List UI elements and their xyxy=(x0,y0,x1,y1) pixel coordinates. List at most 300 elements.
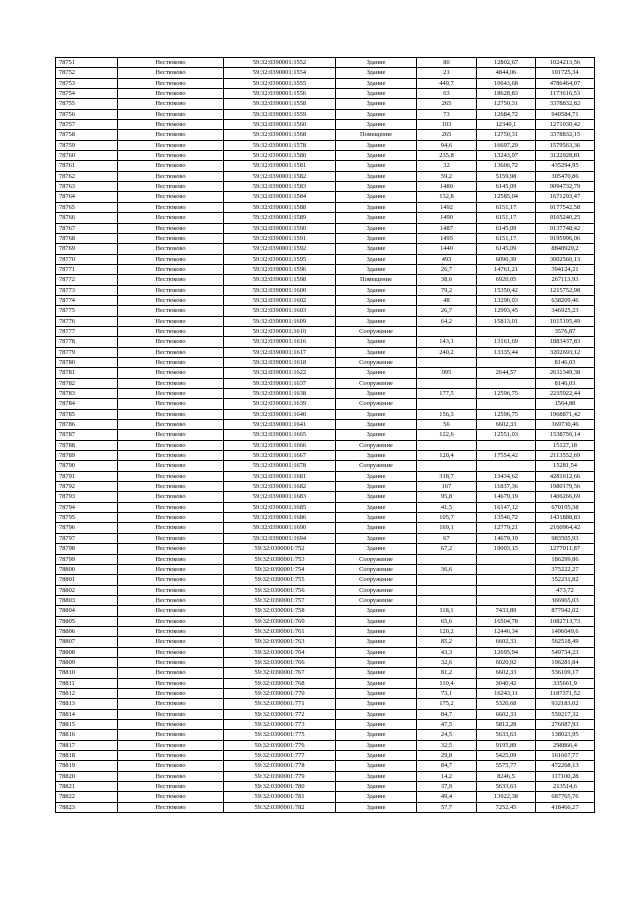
cadastral-number-cell: 59:32:0390001:780 xyxy=(224,782,336,792)
object-type-cell: Сооружение xyxy=(336,461,417,471)
cadastral-value-cell: 2235922,44 xyxy=(536,389,595,399)
row-number-cell: 78797 xyxy=(56,533,118,543)
object-type-cell: Помещение xyxy=(336,130,417,140)
area-cell: 59,2 xyxy=(417,171,477,181)
object-type-cell: Здание xyxy=(336,471,417,481)
cadastral-value-cell: 1564,88 xyxy=(536,399,595,409)
row-number-cell: 78763 xyxy=(56,182,118,192)
area-cell: 318,7 xyxy=(417,471,477,481)
area-cell: 56 xyxy=(417,420,477,430)
settlement-cell: Нестюково xyxy=(118,140,224,150)
unit-cost-cell: 6145,09 xyxy=(477,182,536,192)
row-number-cell: 78791 xyxy=(56,471,118,481)
row-number-cell: 78789 xyxy=(56,451,118,461)
area-cell: 65,6 xyxy=(417,616,477,626)
row-number-cell: 78807 xyxy=(56,637,118,647)
object-type-cell: Помещение xyxy=(336,275,417,285)
property-register-sheet xyxy=(55,57,587,813)
row-number-cell: 78800 xyxy=(56,564,118,574)
area-cell: 32,6 xyxy=(417,657,477,667)
row-number-cell: 78777 xyxy=(56,326,118,336)
cadastral-value-cell: 1173616,53 xyxy=(536,89,595,99)
object-type-cell: Здание xyxy=(336,171,417,181)
unit-cost-cell: 6602,33 xyxy=(477,709,536,719)
area-cell: 177,5 xyxy=(417,389,477,399)
cadastral-value-cell: 346925,23 xyxy=(536,306,595,316)
table-row xyxy=(56,316,595,326)
settlement-cell: Нестюково xyxy=(118,626,224,636)
settlement-cell: Нестюково xyxy=(118,523,224,533)
cadastral-value-cell: 369730,46 xyxy=(536,420,595,430)
cadastral-value-cell: 2160964,42 xyxy=(536,523,595,533)
settlement-cell: Нестюково xyxy=(118,213,224,223)
cadastral-value-cell: 435294,95 xyxy=(536,161,595,171)
table-row xyxy=(56,264,595,274)
cadastral-value-cell: 559217,32 xyxy=(536,709,595,719)
row-number-cell: 78795 xyxy=(56,513,118,523)
cadastral-value-cell: 3002560,13 xyxy=(536,254,595,264)
area-cell: 32 xyxy=(417,161,477,171)
table-row xyxy=(56,275,595,285)
row-number-cell: 78806 xyxy=(56,626,118,636)
cadastral-number-cell: 59:32:0390001:1598 xyxy=(224,275,336,285)
cadastral-number-cell: 59:32:0390001:1554 xyxy=(224,68,336,78)
area-cell: 167 xyxy=(417,482,477,492)
unit-cost-cell: 12340,1 xyxy=(477,120,536,130)
row-number-cell: 78801 xyxy=(56,575,118,585)
table-row xyxy=(56,657,595,667)
object-type-cell: Здание xyxy=(336,678,417,688)
settlement-cell: Нестюково xyxy=(118,585,224,595)
area-cell: 38,6 xyxy=(417,275,477,285)
cadastral-number-cell: 59:32:0390001:756 xyxy=(224,585,336,595)
object-type-cell: Здание xyxy=(336,223,417,233)
area-cell: 1480 xyxy=(417,182,477,192)
object-type-cell: Здание xyxy=(336,616,417,626)
unit-cost-cell: 9195,89 xyxy=(477,740,536,750)
row-number-cell: 78802 xyxy=(56,585,118,595)
row-number-cell: 78776 xyxy=(56,316,118,326)
row-number-cell: 78765 xyxy=(56,202,118,212)
area-cell: 67 xyxy=(417,533,477,543)
cadastral-number-cell: 59:32:0390001:1580 xyxy=(224,151,336,161)
area-cell: 48 xyxy=(417,295,477,305)
area-cell: 995 xyxy=(417,368,477,378)
unit-cost-cell: 15813,01 xyxy=(477,316,536,326)
area-cell: 169,1 xyxy=(417,523,477,533)
cadastral-number-cell: 59:32:0390001:1639 xyxy=(224,399,336,409)
area-cell: 143,1 xyxy=(417,337,477,347)
cadastral-number-cell: 59:32:0390001:1558 xyxy=(224,99,336,109)
area-cell: 47,5 xyxy=(417,720,477,730)
cadastral-number-cell: 59:32:0390001:1581 xyxy=(224,161,336,171)
cadastral-value-cell: 117100,28 xyxy=(536,771,595,781)
unit-cost-cell: 5812,28 xyxy=(477,720,536,730)
object-type-cell: Здание xyxy=(336,647,417,657)
object-type-cell: Здание xyxy=(336,802,417,812)
settlement-cell: Нестюково xyxy=(118,668,224,678)
table-row xyxy=(56,357,595,367)
area-cell: 240,2 xyxy=(417,347,477,357)
object-type-cell: Здание xyxy=(336,368,417,378)
area-cell: 36,6 xyxy=(417,564,477,574)
table-row xyxy=(56,554,595,564)
area-cell: 265 xyxy=(417,99,477,109)
cadastral-value-cell: 638209,46 xyxy=(536,295,595,305)
cadastral-value-cell: 1980179,56 xyxy=(536,482,595,492)
cadastral-value-cell: 877942,02 xyxy=(536,606,595,616)
table-row xyxy=(56,606,595,616)
area-cell: 49,4 xyxy=(417,792,477,802)
cadastral-value-cell: 1406266,69 xyxy=(536,492,595,502)
unit-cost-cell: 6145,09 xyxy=(477,223,536,233)
table-row xyxy=(56,99,595,109)
table-row xyxy=(56,740,595,750)
object-type-cell: Здание xyxy=(336,295,417,305)
row-number-cell: 78773 xyxy=(56,285,118,295)
table-row xyxy=(56,89,595,99)
table-row xyxy=(56,78,595,88)
object-type-cell: Здание xyxy=(336,202,417,212)
object-type-cell: Здание xyxy=(336,761,417,771)
settlement-cell: Нестюково xyxy=(118,223,224,233)
object-type-cell: Здание xyxy=(336,430,417,440)
area-cell: 73,1 xyxy=(417,688,477,698)
cadastral-number-cell: 59:32:0390001:782 xyxy=(224,802,336,812)
settlement-cell: Нестюково xyxy=(118,316,224,326)
unit-cost-cell: 6602,33 xyxy=(477,420,536,430)
table-row xyxy=(56,223,595,233)
cadastral-number-cell: 59:32:0390001:1618 xyxy=(224,357,336,367)
area-cell: 85,2 xyxy=(417,637,477,647)
object-type-cell: Здание xyxy=(336,720,417,730)
unit-cost-cell: 6920,05 xyxy=(477,275,536,285)
settlement-cell: Нестюково xyxy=(118,399,224,409)
settlement-cell: Нестюково xyxy=(118,688,224,698)
settlement-cell: Нестюково xyxy=(118,751,224,761)
object-type-cell: Здание xyxy=(336,420,417,430)
unit-cost-cell: 16504,78 xyxy=(477,616,536,626)
table-row xyxy=(56,254,595,264)
area-cell: 265 xyxy=(417,130,477,140)
cadastral-value-cell: 4281612,66 xyxy=(536,471,595,481)
cadastral-value-cell: 3202693,12 xyxy=(536,347,595,357)
unit-cost-cell xyxy=(477,461,536,471)
row-number-cell: 78812 xyxy=(56,688,118,698)
cadastral-number-cell: 59:32:0390001:1590 xyxy=(224,223,336,233)
row-number-cell: 78779 xyxy=(56,347,118,357)
settlement-cell: Нестюково xyxy=(118,802,224,812)
object-type-cell: Сооружение xyxy=(336,326,417,336)
object-type-cell: Здание xyxy=(336,668,417,678)
settlement-cell: Нестюково xyxy=(118,699,224,709)
row-number-cell: 78798 xyxy=(56,544,118,554)
row-number-cell: 78796 xyxy=(56,523,118,533)
unit-cost-cell: 7252,45 xyxy=(477,802,536,812)
cadastral-value-cell: 1187371,52 xyxy=(536,688,595,698)
cadastral-number-cell: 59:32:0390001:771 xyxy=(224,699,336,709)
unit-cost-cell: 7433,89 xyxy=(477,606,536,616)
unit-cost-cell xyxy=(477,554,536,564)
unit-cost-cell: 12779,21 xyxy=(477,523,536,533)
unit-cost-cell: 12802,67 xyxy=(477,58,536,68)
area-cell xyxy=(417,554,477,564)
table-row xyxy=(56,761,595,771)
cadastral-value-cell: 932183,02 xyxy=(536,699,595,709)
settlement-cell: Нестюково xyxy=(118,285,224,295)
settlement-cell: Нестюково xyxy=(118,761,224,771)
area-cell xyxy=(417,399,477,409)
unit-cost-cell: 12596,75 xyxy=(477,389,536,399)
row-number-cell: 78759 xyxy=(56,140,118,150)
cadastral-number-cell: 59:32:0390001:1584 xyxy=(224,192,336,202)
area-cell: 1495 xyxy=(417,233,477,243)
area-cell xyxy=(417,378,477,388)
unit-cost-cell: 6151,17 xyxy=(477,233,536,243)
row-number-cell: 78754 xyxy=(56,89,118,99)
object-type-cell: Сооружение xyxy=(336,595,417,605)
row-number-cell: 78760 xyxy=(56,151,118,161)
area-cell: 122,6 xyxy=(417,430,477,440)
cadastral-value-cell: 1082713,73 xyxy=(536,616,595,626)
row-number-cell: 78766 xyxy=(56,213,118,223)
settlement-cell: Нестюково xyxy=(118,513,224,523)
cadastral-value-cell: 562518,49 xyxy=(536,637,595,647)
cadastral-value-cell: 1277011,87 xyxy=(536,544,595,554)
area-cell: 81,2 xyxy=(417,668,477,678)
object-type-cell: Здание xyxy=(336,606,417,616)
settlement-cell: Нестюково xyxy=(118,389,224,399)
area-cell: 73 xyxy=(417,109,477,119)
unit-cost-cell: 15350,42 xyxy=(477,285,536,295)
cadastral-number-cell: 59:32:0390001:766 xyxy=(224,657,336,667)
row-number-cell: 78809 xyxy=(56,657,118,667)
settlement-cell: Нестюково xyxy=(118,378,224,388)
area-cell xyxy=(417,440,477,450)
area-cell: 1490 xyxy=(417,213,477,223)
cadastral-value-cell: 101725,34 xyxy=(536,68,595,78)
object-type-cell: Здание xyxy=(336,409,417,419)
object-type-cell: Здание xyxy=(336,347,417,357)
cadastral-value-cell: 473,72 xyxy=(536,585,595,595)
settlement-cell: Нестюково xyxy=(118,161,224,171)
row-number-cell: 78803 xyxy=(56,595,118,605)
row-number-cell: 78761 xyxy=(56,161,118,171)
cadastral-value-cell: 536109,17 xyxy=(536,668,595,678)
object-type-cell: Здание xyxy=(336,192,417,202)
unit-cost-cell: 13243,97 xyxy=(477,151,536,161)
cadastral-number-cell: 59:32:0390001:776 xyxy=(224,740,336,750)
row-number-cell: 78783 xyxy=(56,389,118,399)
unit-cost-cell: 3040,42 xyxy=(477,678,536,688)
cadastral-number-cell: 59:32:0390001:1596 xyxy=(224,264,336,274)
table-row xyxy=(56,637,595,647)
cadastral-number-cell: 59:32:0390001:1600 xyxy=(224,285,336,295)
settlement-cell: Нестюково xyxy=(118,409,224,419)
area-cell: 80 xyxy=(417,58,477,68)
area-cell: 14,2 xyxy=(417,771,477,781)
settlement-cell: Нестюково xyxy=(118,182,224,192)
settlement-cell: Нестюково xyxy=(118,306,224,316)
unit-cost-cell: 6602,33 xyxy=(477,668,536,678)
settlement-cell: Нестюково xyxy=(118,120,224,130)
unit-cost-cell: 13335,44 xyxy=(477,347,536,357)
table-row xyxy=(56,802,595,812)
unit-cost-cell: 5633,63 xyxy=(477,730,536,740)
row-number-cell: 78767 xyxy=(56,223,118,233)
settlement-cell: Нестюково xyxy=(118,151,224,161)
table-row xyxy=(56,182,595,192)
row-number-cell: 78780 xyxy=(56,357,118,367)
table-row xyxy=(56,233,595,243)
row-number-cell: 78808 xyxy=(56,647,118,657)
settlement-cell: Нестюково xyxy=(118,657,224,667)
object-type-cell: Здание xyxy=(336,782,417,792)
cadastral-value-cell: 9195996,06 xyxy=(536,233,595,243)
cadastral-number-cell: 59:32:0390001:1678 xyxy=(224,461,336,471)
unit-cost-cell: 6020,92 xyxy=(477,657,536,667)
settlement-cell: Нестюково xyxy=(118,782,224,792)
area-cell: 43,3 xyxy=(417,647,477,657)
cadastral-number-cell: 59:32:0390001:767 xyxy=(224,668,336,678)
settlement-cell: Нестюково xyxy=(118,544,224,554)
object-type-cell: Здание xyxy=(336,140,417,150)
settlement-cell: Нестюково xyxy=(118,337,224,347)
table-row xyxy=(56,306,595,316)
row-number-cell: 78815 xyxy=(56,720,118,730)
cadastral-number-cell: 59:32:0390001:1556 xyxy=(224,89,336,99)
row-number-cell: 78768 xyxy=(56,233,118,243)
unit-cost-cell: 5633,63 xyxy=(477,782,536,792)
unit-cost-cell xyxy=(477,378,536,388)
row-number-cell: 78792 xyxy=(56,482,118,492)
unit-cost-cell: 13434,62 xyxy=(477,471,536,481)
cadastral-value-cell: 9137748,42 xyxy=(536,223,595,233)
table-row xyxy=(56,699,595,709)
object-type-cell: Сооружение xyxy=(336,440,417,450)
cadastral-value-cell: 196281,84 xyxy=(536,657,595,667)
row-number-cell: 78751 xyxy=(56,58,118,68)
unit-cost-cell: 12684,72 xyxy=(477,109,536,119)
table-row xyxy=(56,399,595,409)
cadastral-value-cell: 3378832,15 xyxy=(536,130,595,140)
table-row xyxy=(56,461,595,471)
cadastral-number-cell: 59:32:0390001:1591 xyxy=(224,233,336,243)
row-number-cell: 78814 xyxy=(56,709,118,719)
unit-cost-cell: 6090,39 xyxy=(477,254,536,264)
cadastral-number-cell: 59:32:0390001:1682 xyxy=(224,482,336,492)
cadastral-number-cell: 59:32:0390001:758 xyxy=(224,606,336,616)
cadastral-number-cell: 59:32:0390001:1555 xyxy=(224,78,336,88)
cadastral-number-cell: 59:32:0390001:1686 xyxy=(224,513,336,523)
settlement-cell: Нестюково xyxy=(118,792,224,802)
table-row xyxy=(56,720,595,730)
cadastral-value-cell: 8848929,2 xyxy=(536,244,595,254)
table-row xyxy=(56,595,595,605)
cadastral-value-cell: 472268,13 xyxy=(536,761,595,771)
cadastral-value-cell: 4786464,07 xyxy=(536,78,595,88)
object-type-cell: Здание xyxy=(336,89,417,99)
unit-cost-cell: 6145,09 xyxy=(477,244,536,254)
table-row xyxy=(56,213,595,223)
area-cell: 67,2 xyxy=(417,544,477,554)
object-type-cell: Здание xyxy=(336,182,417,192)
unit-cost-cell: 12750,31 xyxy=(477,130,536,140)
table-row xyxy=(56,171,595,181)
object-type-cell: Здание xyxy=(336,482,417,492)
object-type-cell: Здание xyxy=(336,451,417,461)
cadastral-number-cell: 59:32:0390001:1681 xyxy=(224,471,336,481)
settlement-cell: Нестюково xyxy=(118,720,224,730)
object-type-cell: Сооружение xyxy=(336,378,417,388)
unit-cost-cell: 4844,06 xyxy=(477,68,536,78)
area-cell: 64,2 xyxy=(417,316,477,326)
unit-cost-cell: 5575,77 xyxy=(477,761,536,771)
settlement-cell: Нестюково xyxy=(118,575,224,585)
area-cell: 79,2 xyxy=(417,285,477,295)
settlement-cell: Нестюково xyxy=(118,492,224,502)
cadastral-value-cell: 549734,23 xyxy=(536,647,595,657)
cadastral-value-cell: 1671293,47 xyxy=(536,192,595,202)
cadastral-number-cell: 59:32:0390001:1683 xyxy=(224,492,336,502)
settlement-cell: Нестюково xyxy=(118,264,224,274)
area-cell: 120,2 xyxy=(417,626,477,636)
object-type-cell: Здание xyxy=(336,523,417,533)
area-cell: 21 xyxy=(417,68,477,78)
table-row xyxy=(56,451,595,461)
cadastral-value-cell: 335661,9 xyxy=(536,678,595,688)
table-row xyxy=(56,678,595,688)
settlement-cell: Нестюково xyxy=(118,254,224,264)
settlement-cell: Нестюково xyxy=(118,99,224,109)
object-type-cell: Здание xyxy=(336,637,417,647)
row-number-cell: 78753 xyxy=(56,78,118,88)
cadastral-number-cell: 59:32:0390001:1603 xyxy=(224,306,336,316)
cadastral-value-cell: 1968871,42 xyxy=(536,409,595,419)
table-row xyxy=(56,140,595,150)
area-cell xyxy=(417,357,477,367)
settlement-cell: Нестюково xyxy=(118,192,224,202)
settlement-cell: Нестюково xyxy=(118,502,224,512)
object-type-cell: Здание xyxy=(336,264,417,274)
object-type-cell: Здание xyxy=(336,389,417,399)
table-row xyxy=(56,771,595,781)
settlement-cell: Нестюково xyxy=(118,368,224,378)
unit-cost-cell: 14679,19 xyxy=(477,533,536,543)
row-number-cell: 78782 xyxy=(56,378,118,388)
row-number-cell: 78762 xyxy=(56,171,118,181)
row-number-cell: 78781 xyxy=(56,368,118,378)
cadastral-number-cell: 59:32:0390001:764 xyxy=(224,647,336,657)
cadastral-value-cell: 1538756,14 xyxy=(536,430,595,440)
cadastral-number-cell: 59:32:0390001:781 xyxy=(224,792,336,802)
unit-cost-cell: 12596,75 xyxy=(477,409,536,419)
area-cell: 175,2 xyxy=(417,699,477,709)
object-type-cell: Сооружение xyxy=(336,564,417,574)
object-type-cell: Здание xyxy=(336,740,417,750)
row-number-cell: 78785 xyxy=(56,409,118,419)
table-row xyxy=(56,523,595,533)
cadastral-number-cell: 59:32:0390001:754 xyxy=(224,564,336,574)
area-cell: 156,3 xyxy=(417,409,477,419)
settlement-cell: Нестюково xyxy=(118,730,224,740)
area-cell: 1492 xyxy=(417,202,477,212)
property-table-body xyxy=(56,58,595,813)
cadastral-value-cell: 138023,95 xyxy=(536,730,595,740)
area-cell: 26,7 xyxy=(417,264,477,274)
unit-cost-cell: 6602,33 xyxy=(477,637,536,647)
unit-cost-cell: 11837,36 xyxy=(477,482,536,492)
